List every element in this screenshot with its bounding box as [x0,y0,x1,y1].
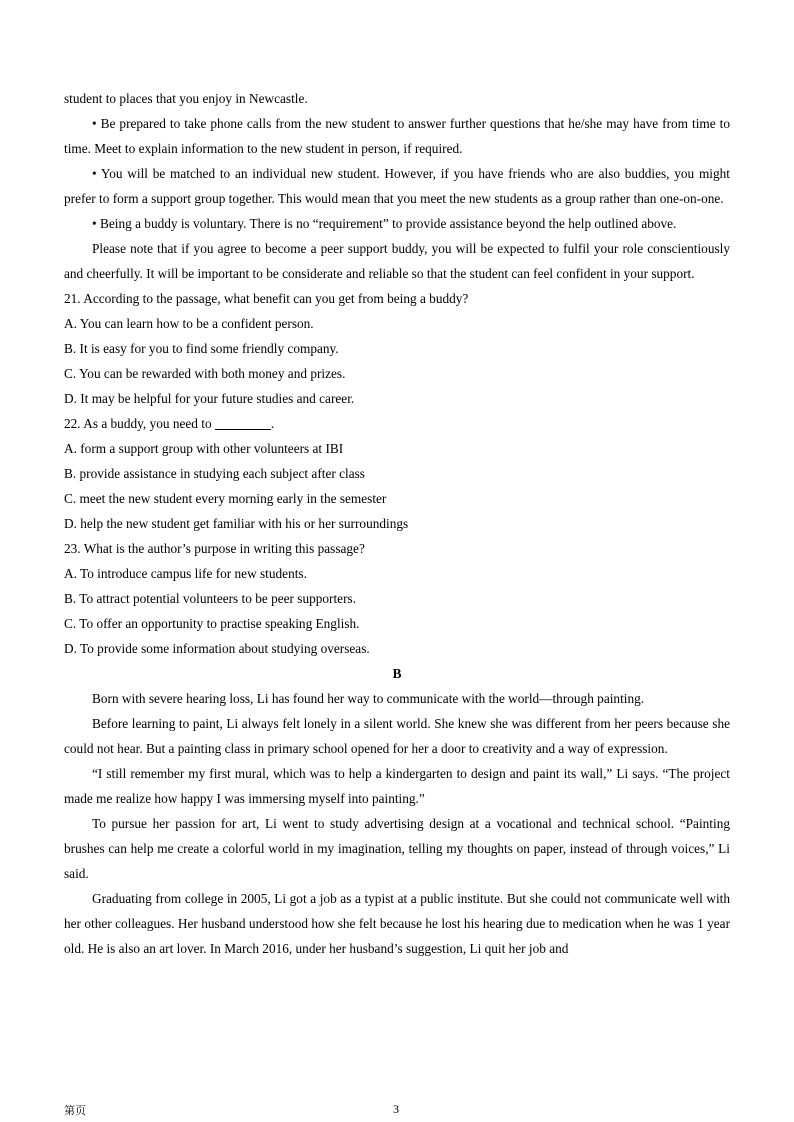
paragraph [64,511,730,536]
paragraph-text: C. You can be rewarded with both money and prizes. [64,366,346,381]
paragraph-text: C. To offer an opportunity to practise speaking English. [64,616,360,631]
paragraph [64,661,730,686]
paragraph [64,636,730,661]
paragraph [64,461,730,486]
paragraph [64,561,730,586]
paragraph [64,286,730,311]
paragraph-text: A. form a support group with other volunteers at IBI [64,441,344,456]
paragraph-text: C. meet the new student every morning early in the semester [64,491,387,506]
paragraph [64,161,730,211]
paragraph-text: To pursue her passion for art, Li went to study advertising design at a vocational and technical school. “Painting brushes can help me create a colorful world in my imagination, telling my thoughts on paper, instead of through voices,” Li said. [64,816,730,881]
paragraph-text: • Be prepared to take phone calls from the new student to answer further questions that he/she may have from time to time. Meet to explain information to the new student in person, if required. [64,116,730,156]
paragraph-text: Graduating from college in 2005, Li got a job as a typist at a public institute. But she could not communicate well with her other colleagues. Her husband understood how she felt because he lost his hearing due to medication when he was 1 year old. He is also an art lover. In March 2016, under her husband’s suggestion, Li quit her job and [64,891,730,956]
paragraph [64,311,730,336]
footer-label: 第页 [64,1104,86,1117]
paragraph-text: B [392,666,402,681]
paragraph [64,611,730,636]
paragraph [64,386,730,411]
paragraph-text: D. To provide some information about studying overseas. [64,641,370,656]
paragraph-text-after: . [270,416,275,431]
paragraph [64,711,730,761]
paragraph-text: “I still remember my first mural, which was to help a kindergarten to design and paint its wall,” Li says. “The project made me realize how happy I was immersing myself into painting.” [64,766,730,806]
paragraph-text: • Being a buddy is voluntary. There is no “requirement” to provide assistance beyond the help outlined above. [92,216,677,231]
paragraph-text: 23. What is the author’s purpose in writing this passage? [64,541,365,556]
paragraph [64,361,730,386]
paragraph-text: student to places that you enjoy in Newcastle. [64,91,308,106]
paragraph-text: B. provide assistance in studying each subject after class [64,466,365,481]
paragraph [64,336,730,361]
paragraph [64,86,730,111]
paragraph [64,536,730,561]
paragraph-text: Before learning to paint, Li always felt lonely in a silent world. She knew she was different from her peers because she could not hear. But a painting class in primary school opened for her a door to creativity and a way of expression. [64,716,730,756]
paragraph-text: B. It is easy for you to find some friendly company. [64,341,339,356]
paragraph [64,211,730,236]
paragraph [64,236,730,286]
paragraph-text: B. To attract potential volunteers to be peer supporters. [64,591,357,606]
paragraph [64,436,730,461]
paragraph [64,811,730,886]
page-number: 3 [393,1102,399,1116]
paragraph [64,686,730,711]
paragraph [64,486,730,511]
paragraph-text: 21. According to the passage, what benefit can you get from being a buddy? [64,291,469,306]
paragraph-text: A. You can learn how to be a confident person. [64,316,314,331]
paragraph [64,586,730,611]
paragraph-text: • You will be matched to an individual new student. However, if you have friends who are also buddies, you might prefer to form a support group together. This would mean that you meet the new students as a group rather than one-on-one. [64,166,730,206]
document-body [64,86,730,961]
answer-blank [215,415,271,430]
paragraph [64,886,730,961]
paragraph [64,111,730,161]
paragraph-text: Please note that if you agree to become a peer support buddy, you will be expected to fulfil your role conscientiously and cheerfully. It will be important to be considerate and reliable so that the student can feel confident in your support. [64,241,730,281]
paragraph-text: Born with severe hearing loss, Li has found her way to communicate with the world—through painting. [92,691,645,706]
paragraph-text: D. It may be helpful for your future studies and career. [64,391,355,406]
paragraph-text: A. To introduce campus life for new students. [64,566,307,581]
paragraph [64,761,730,811]
paragraph-text: 22. As a buddy, you need to [64,416,215,431]
paragraph [64,411,730,436]
paragraph-text: D. help the new student get familiar with his or her surroundings [64,516,409,531]
